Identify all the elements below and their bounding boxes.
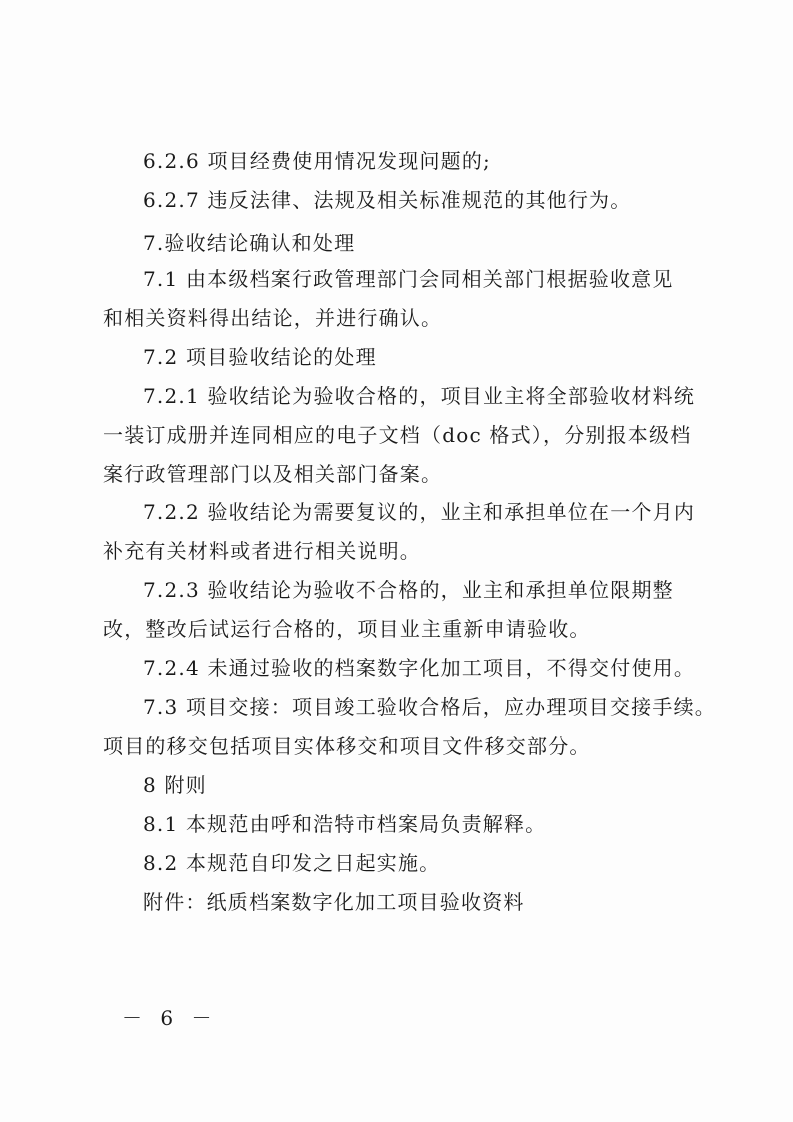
clause-7-2-heading: 7.2 项目验收结论的处理 [143, 345, 377, 369]
clause-7-2-1-line-1: 7.2.1 验收结论为验收合格的，项目业主将全部验收材料统 [143, 384, 696, 408]
section-7-heading: 7.验收结论确认和处理 [143, 231, 356, 255]
attachment-note: 附件：纸质档案数字化加工项目验收资料 [143, 890, 525, 914]
clause-6-2-6: 6.2.6 项目经费使用情况发现问题的; [143, 149, 491, 173]
clause-8-2: 8.2 本规范自印发之日起实施。 [143, 851, 441, 875]
clause-7-3-line-1: 7.3 项目交接：项目竣工验收合格后，应办理项目交接手续。 [143, 695, 716, 719]
clause-7-2-2-line-2: 补充有关材料或者进行相关说明。 [103, 539, 421, 563]
clause-6-2-7: 6.2.7 违反法律、法规及相关标准规范的其他行为。 [143, 188, 632, 212]
clause-8-1: 8.1 本规范由呼和浩特市档案局负责解释。 [143, 812, 547, 836]
clause-7-1-line-1: 7.1 由本级档案行政管理部门会同相关部门根据验收意见 [143, 267, 674, 291]
clause-7-2-1-line-3: 案行政管理部门以及相关部门备案。 [103, 462, 443, 486]
clause-7-3-line-2: 项目的移交包括项目实体移交和项目文件移交部分。 [103, 734, 591, 758]
clause-7-2-3-line-1: 7.2.3 验收结论为验收不合格的，业主和承担单位限期整 [143, 578, 674, 602]
clause-7-1-line-2: 和相关资料得出结论，并进行确认。 [103, 306, 443, 330]
clause-7-2-1-line-2: 一装订成册并连同相应的电子文档（doc 格式），分别报本级档 [103, 423, 692, 447]
clause-7-2-2-line-1: 7.2.2 验收结论为需要复议的，业主和承担单位在一个月内 [143, 500, 696, 524]
clause-7-2-4: 7.2.4 未通过验收的档案数字化加工项目，不得交付使用。 [143, 656, 696, 680]
section-8-heading: 8 附则 [143, 773, 207, 797]
clause-7-2-3-line-2: 改，整改后试运行合格的，项目业主重新申请验收。 [103, 617, 591, 641]
page-number: － 6 － [122, 1006, 218, 1030]
